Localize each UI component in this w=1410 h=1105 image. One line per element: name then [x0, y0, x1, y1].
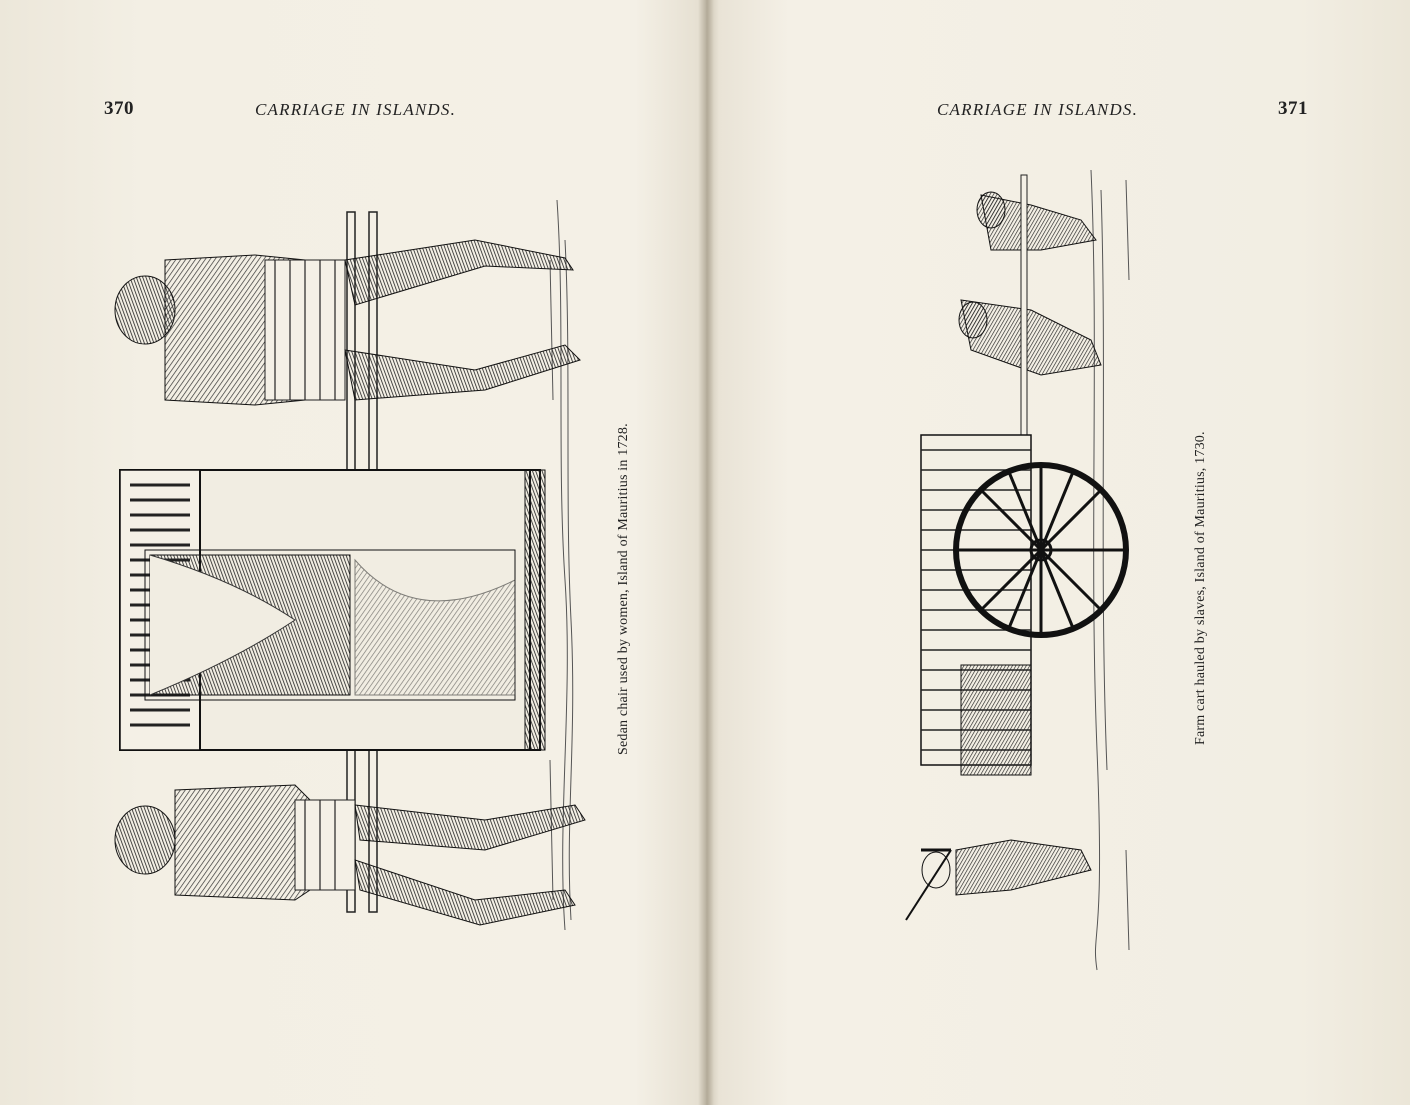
- running-head-left: CARRIAGE IN ISLANDS.: [255, 100, 457, 119]
- page-number-left: 370: [104, 98, 134, 119]
- slaves-hauling: [959, 175, 1101, 445]
- page-number-right: 371: [1278, 98, 1308, 119]
- sedan-chair: [120, 470, 545, 750]
- sedan-chair-engraving: [95, 200, 615, 940]
- farm-cart: [921, 435, 1126, 775]
- running-head-right: CARRIAGE IN ISLANDS.: [937, 100, 1139, 119]
- farm-cart-engraving: [901, 150, 1181, 980]
- overseer-figure: [906, 840, 1091, 920]
- figure-caption-right: Farm cart hauled by slaves, Island of Mauritius, 1730.: [1193, 431, 1208, 745]
- figure-caption-left: Sedan chair used by women, Island of Mauritius in 1728.: [616, 423, 631, 755]
- right-page: [706, 0, 1410, 1105]
